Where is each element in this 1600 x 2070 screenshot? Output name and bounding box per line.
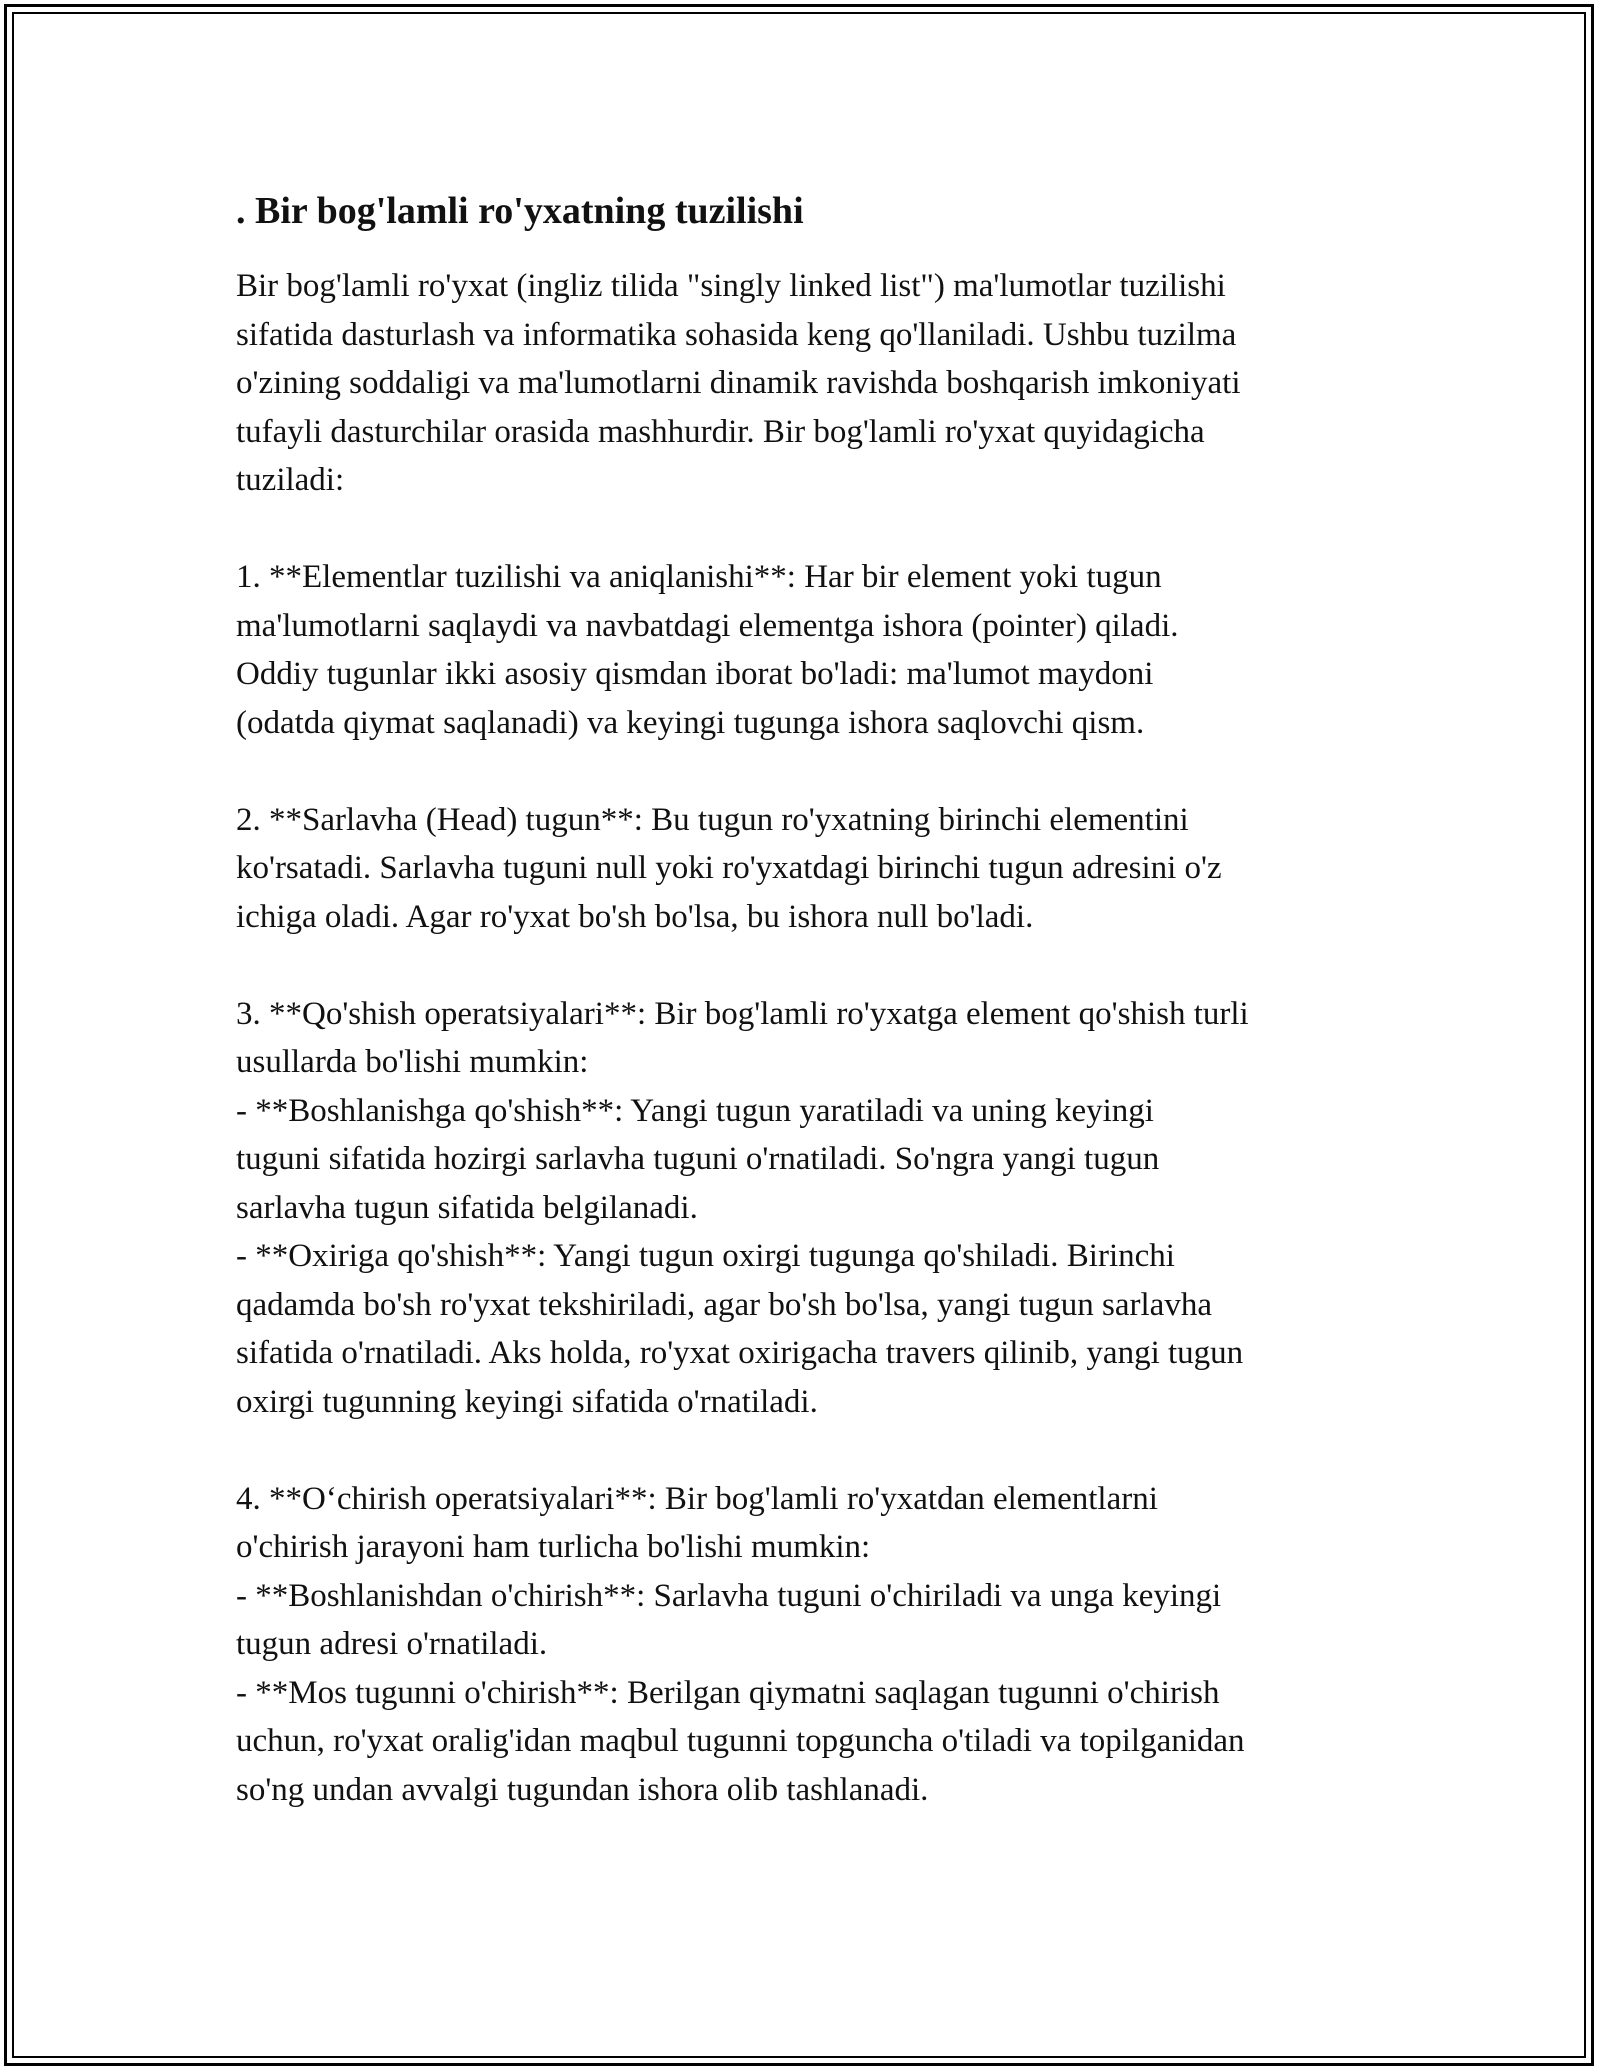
section-3-paragraph: 3. **Qo'shish operatsiyalari**: Bir bog'lamli ro'yxatga element qo'shish turli usullarda bo'lishi mumkin: - **Boshlanishga qo'shish**: Yangi tugun yaratiladi va uning keyingi tuguni sifatida hozirgi sarlavha tuguni o'rnatiladi. So'ngra yangi tugun sarlavha tugun sifatida belgilanadi. - **Oxiriga qo'shish**: Yangi tugun oxirgi tugunga qo'shiladi. Birinchi qadamda bo'sh ro'yxat tekshiriladi, agar bo'sh bo'lsa, yangi tugun sarlavha sifatida o'rnatiladi. Aks holda, ro'yxat oxirigacha travers qilinib, yangi tugun oxirgi tugunning keyingi sifatida o'rnatiladi. bbox=[236, 995, 1249, 1420]
section-4-paragraph: 4. **O‘chirish operatsiyalari**: Bir bog'lamli ro'yxatdan elementlarni o'chirish jarayoni ham turlicha bo'lishi mumkin: - **Boshlanishdan o'chirish**: Sarlavha tuguni o'chiriladi va unga keyingi tugun adresi o'rnatiladi. - **Mos tugunni o'chirish**: Berilgan qiymatni saqlagan tugunni o'chirish uchun, ro'yxat oralig'idan maqbul tugunni topguncha o'tiladi va topilganidan so'ng undan avvalgi tugundan ishora olib tashlanadi. bbox=[236, 1480, 1245, 1808]
document-body bbox=[236, 186, 1376, 1814]
paragraph-spacer bbox=[236, 1426, 1376, 1475]
paragraph-spacer bbox=[236, 747, 1376, 796]
section-2-paragraph: 2. **Sarlavha (Head) tugun**: Bu tugun ro'yxatning birinchi elementini ko'rsatadi. Sarlavha tuguni null yoki ro'yxatdagi birinchi tugun adresini o'z ichiga oladi. Agar ro'yxat bo'sh bo'lsa, bu ishora null bo'ladi. bbox=[236, 801, 1222, 935]
paragraph-spacer bbox=[236, 505, 1376, 554]
document-title: . Bir bog'lamli ro'yxatning tuzilishi bbox=[236, 190, 804, 232]
paragraph-spacer bbox=[236, 941, 1376, 990]
intro-paragraph: Bir bog'lamli ro'yxat (ingliz tilida "singly linked list") ma'lumotlar tuzilishi sifatida dasturlash va informatika sohasida keng qo'llaniladi. Ushbu tuzilma o'zining soddaligi va ma'lumotlarni dinamik ravishda boshqarish imkoniyati tufayli dasturchilar orasida mashhurdir. Bir bog'lamli ro'yxat quyidagicha tuziladi: bbox=[236, 268, 1241, 498]
section-1-paragraph: 1. **Elementlar tuzilishi va aniqlanishi**: Har bir element yoki tugun ma'lumotlarni saqlaydi va navbatdagi elementga ishora (pointer) qiladi. Oddiy tugunlar ikki asosiy qismdan iborat bo'ladi: ma'lumot maydoni (odatda qiymat saqlanadi) va keyingi tugunga ishora saqlovchi qism. bbox=[236, 559, 1179, 741]
